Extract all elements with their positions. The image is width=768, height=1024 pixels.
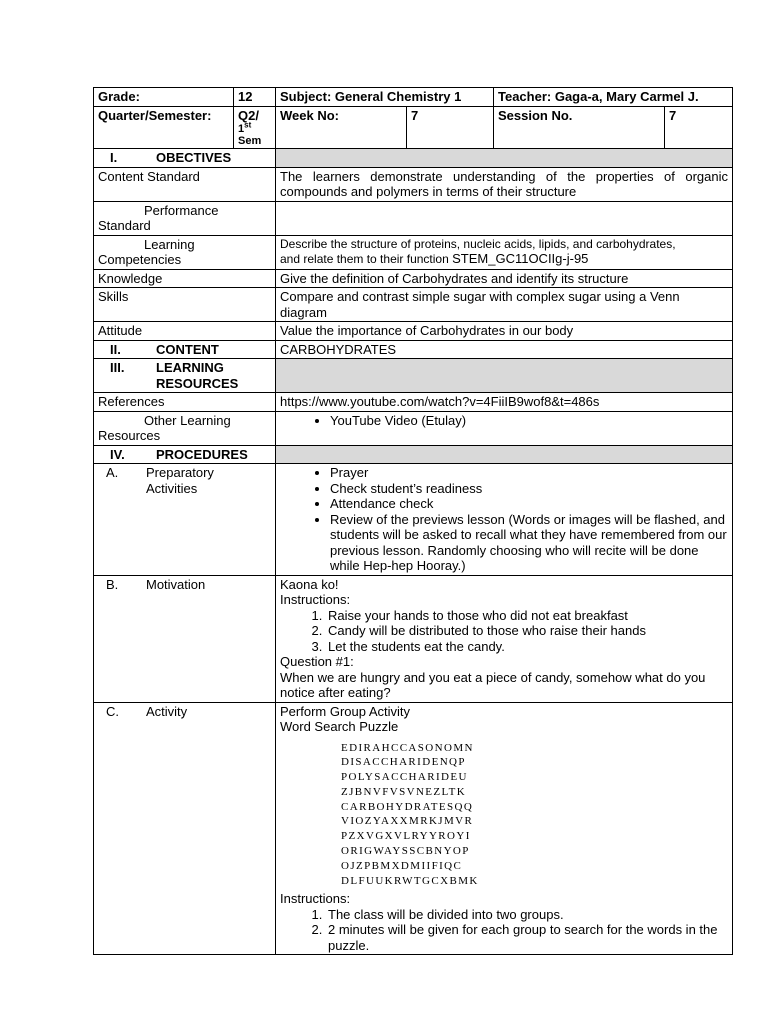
grade-value: 12 [234, 88, 276, 107]
list-item: • Attendance check [330, 496, 728, 512]
competencies-label-1: Learning [144, 236, 195, 252]
motivation-title: Motivation [146, 576, 206, 592]
resources-heading-fill [276, 359, 733, 393]
motivation-letter: B. [106, 576, 119, 592]
resources-title-2: RESOURCES [156, 375, 239, 391]
puzzle-row: PZXVGXVLRYYROYI [341, 830, 471, 843]
other-resources-row [94, 411, 733, 445]
objectives-heading-row [94, 149, 733, 168]
procedures-title: PROCEDURES [156, 446, 248, 462]
skills-label: Skills [94, 288, 276, 322]
activity-label [94, 702, 276, 955]
skills-text: Compare and contrast simple sugar with complex sugar using a Venn diagram [276, 288, 733, 322]
puzzle-row: DISACCHARIDENQP [341, 756, 466, 769]
attitude-row [94, 322, 733, 341]
content-title: CONTENT [156, 341, 219, 357]
activity-content [276, 702, 733, 955]
list-item: • Prayer [330, 465, 728, 481]
content-standard-text: The learners demonstrate understanding of the properties of organic compounds and polymers in terms of their structure [276, 167, 733, 201]
knowledge-label: Knowledge [94, 269, 276, 288]
quarter-sup-num: 1 [238, 123, 245, 135]
puzzle-row: POLYSACCHARIDEU [341, 771, 468, 784]
motivation-content [276, 575, 733, 702]
activity-line-1: Perform Group Activity [280, 703, 411, 719]
word-search-puzzle [280, 735, 728, 892]
knowledge-row [94, 269, 733, 288]
week-label: Week No: [276, 106, 407, 149]
objectives-title: OBECTIVES [156, 150, 232, 165]
content-heading [94, 340, 276, 359]
procedures-heading-row [94, 445, 733, 464]
preparatory-label [94, 464, 276, 576]
other-resources-label [94, 411, 276, 445]
competencies-code: STEM_GC11OCIIg-j-95 [452, 250, 589, 266]
performance-standard-label [94, 201, 276, 235]
competencies-label-2: Competencies [98, 252, 182, 267]
activity-letter: C. [106, 703, 119, 719]
puzzle-row: CARBOHYDRATESQQ [341, 800, 474, 813]
performance-label-2: Standard [98, 218, 151, 233]
learning-competencies-label [94, 235, 276, 269]
content-num: II. [110, 341, 121, 357]
preparatory-letter: A. [106, 465, 119, 480]
references-label: References [94, 393, 276, 412]
procedures-heading [94, 445, 276, 464]
motivation-row [94, 575, 733, 702]
session-value: 7 [665, 106, 733, 149]
teacher: Teacher: Gaga-a, Mary Carmel J. [494, 88, 733, 107]
resources-title-1: LEARNING [156, 360, 224, 375]
performance-standard-row [94, 201, 733, 235]
references-link[interactable]: https://www.youtube.com/watch?v=4FiiIB9wof8&t=486s [276, 393, 733, 412]
lesson-plan-table [93, 87, 733, 955]
other-resources-list [276, 411, 733, 445]
puzzle-row: EDIRAHCCASONOMN [341, 741, 474, 754]
motivation-intro: Kaona ko! [280, 576, 339, 592]
puzzle-row: OJZPBMXDMIIFIQC [341, 859, 463, 872]
content-row [94, 340, 733, 359]
procedures-heading-fill [276, 445, 733, 464]
list-item: 2. 2 minutes will be given for each group to search for the words in the puzzle. [326, 922, 728, 953]
list-item: 1. The class will be divided into two groups. [326, 907, 728, 923]
header-row-grade [94, 88, 733, 107]
resources-num: III. [110, 360, 125, 375]
list-item: 1. Raise your hands to those who did not eat breakfast [326, 608, 728, 624]
resources-heading-row [94, 359, 733, 393]
puzzle-row: ZJBNVFVSVNEZLTK [341, 785, 467, 798]
learning-competencies-row [94, 235, 733, 269]
activity-row [94, 702, 733, 955]
learning-competencies-text [276, 235, 733, 269]
activity-title: Activity [146, 703, 188, 719]
procedures-num: IV. [110, 446, 125, 462]
objectives-heading [94, 149, 276, 168]
content-value: CARBOHYDRATES [276, 340, 733, 359]
list-item: • YouTube Video (Etulay) [330, 413, 728, 429]
motivation-question: When we are hungry and you eat a piece of candy, somehow what do you notice after eating? [280, 669, 706, 700]
preparatory-row [94, 464, 733, 576]
performance-label-1: Performance [144, 202, 219, 218]
puzzle-row: ORIGWAYSSCBNYOP [341, 845, 470, 858]
competencies-line-1: Describe the structure of proteins, nucleic acids, lipids, and carbohydrates, [280, 236, 676, 251]
activity-line-2: Word Search Puzzle [280, 719, 399, 734]
references-row [94, 393, 733, 412]
attitude-text: Value the importance of Carbohydrates in our body [276, 322, 733, 341]
motivation-instructions: Instructions: [280, 592, 351, 607]
list-item: • Check student’s readiness [330, 481, 728, 497]
list-item: 2. Candy will be distributed to those who raise their hands [326, 623, 728, 639]
other-label-2: Resources [98, 428, 161, 443]
header-row-quarter [94, 106, 733, 149]
skills-row [94, 288, 733, 322]
preparatory-label-1: Preparatory [146, 465, 214, 480]
objectives-heading-fill [276, 149, 733, 168]
motivation-label [94, 575, 276, 702]
subject: Subject: General Chemistry 1 [276, 88, 494, 107]
quarter-sem: Sem [238, 135, 262, 147]
content-standard-label: Content Standard [94, 167, 276, 201]
motivation-question-label: Question #1: [280, 654, 354, 669]
content-standard-row [94, 167, 733, 201]
week-value: 7 [407, 106, 494, 149]
quarter-q: Q2/ [238, 107, 259, 123]
list-item: • Review of the previews lesson (Words or images will be flashed, and students will be asked to recall what they have remembered from our previous lesson. Randomly choosing who will recite will be done while Hep-hep Hooray.) [330, 512, 728, 574]
activity-instructions: Instructions: [280, 891, 351, 907]
quarter-label: Quarter/Semester: [94, 106, 234, 149]
puzzle-row: VIOZYAXXMRKJMVR [341, 815, 474, 828]
resources-heading [94, 359, 276, 393]
quarter-sup: st [244, 120, 252, 130]
other-label-1: Other Learning [144, 412, 231, 428]
competencies-line-2: and relate them to their function [280, 251, 453, 266]
quarter-value [234, 106, 276, 149]
puzzle-row: DLFUUKRWTGCXBMK [341, 874, 479, 887]
session-label: Session No. [494, 106, 665, 149]
attitude-label: Attitude [94, 322, 276, 341]
list-item: 3. Let the students eat the candy. [326, 639, 728, 655]
grade-label: Grade: [94, 88, 234, 107]
preparatory-label-2: Activities [146, 480, 198, 496]
objectives-num: I. [110, 150, 118, 165]
preparatory-list [276, 464, 733, 576]
performance-standard-text [276, 201, 733, 235]
knowledge-text: Give the definition of Carbohydrates and identify its structure [276, 269, 733, 288]
